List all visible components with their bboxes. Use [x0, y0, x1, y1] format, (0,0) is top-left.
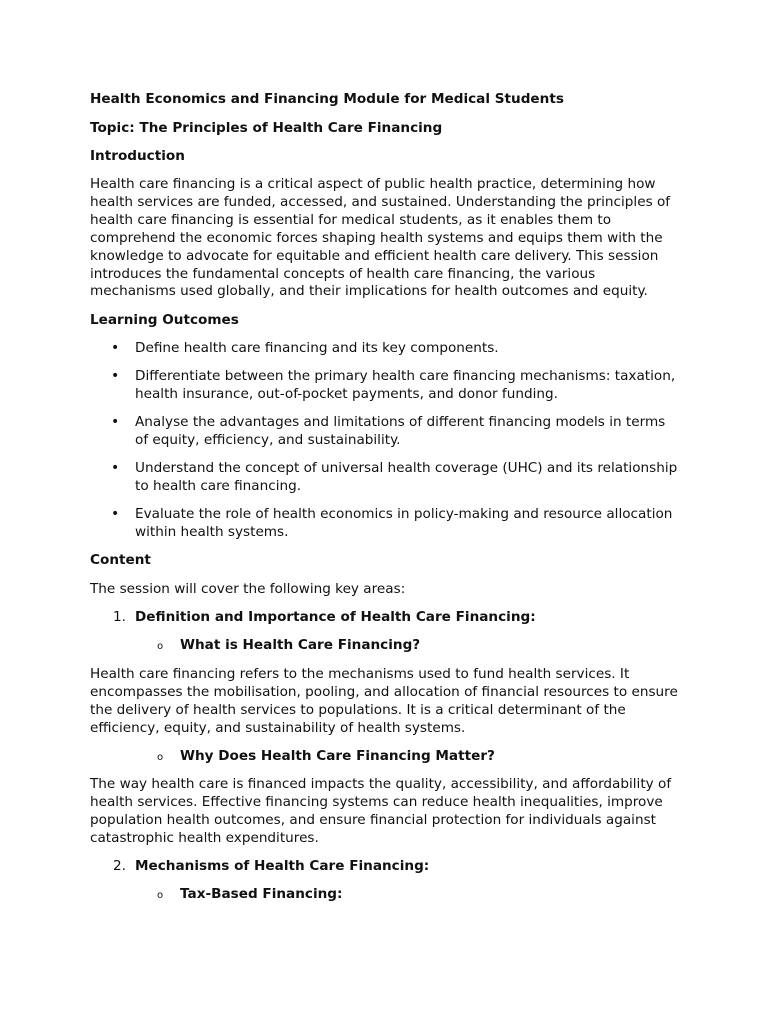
section-heading: Definition and Importance of Health Care Financing:	[135, 609, 536, 625]
outcome-text: Differentiate between the primary health care financing mechanisms: taxation, health insurance, out-of-pocket payments, and donor funding.	[135, 368, 676, 402]
outcome-text: Analyse the advantages and limitations of different financing models in terms of equity, efficiency, and sustainability.	[135, 414, 666, 448]
bullet-icon: •	[111, 460, 120, 476]
subsection-heading: Why Does Health Care Financing Matter?	[180, 748, 495, 764]
outcome-text: Evaluate the role of health economics in policy-making and resource allocation within health systems.	[135, 506, 673, 540]
bullet-icon: •	[111, 368, 120, 384]
section-heading: Mechanisms of Health Care Financing:	[135, 858, 430, 874]
introduction-heading: Introduction	[90, 148, 185, 164]
content-intro: The session will cover the following key areas:	[90, 581, 406, 597]
circle-bullet-icon: o	[157, 890, 164, 901]
circle-bullet-icon: o	[157, 752, 164, 763]
subsection-paragraph: Health care financing refers to the mechanisms used to fund health services. It encompasses the mobilisation, pooling, and allocation of financial resources to ensure the delivery of health services to populations. It is a critical determinant of the efficiency, equity, and sustainability of health systems.	[90, 666, 678, 736]
outcome-text: Understand the concept of universal health coverage (UHC) and its relationship to health care financing.	[135, 460, 678, 494]
subsection-paragraph: The way health care is financed impacts the quality, accessibility, and affordability of health services. Effective financing systems can reduce health inequalities, improve population health outcomes, and ensure financial protection for individuals against catastrophic health expenditures.	[90, 776, 672, 846]
bullet-icon: •	[111, 414, 120, 430]
subsection-heading: Tax-Based Financing:	[180, 886, 343, 902]
document-title: Health Economics and Financing Module for Medical Students	[90, 91, 564, 107]
learning-outcomes-heading: Learning Outcomes	[90, 312, 239, 328]
outcome-text: Define health care financing and its key components.	[135, 340, 499, 356]
content-heading: Content	[90, 552, 151, 568]
introduction-paragraph: Health care financing is a critical aspect of public health practice, determining how health services are funded, accessed, and sustained. Understanding the principles of health care financing is essential for medical students, as it enables them to comprehend the economic forces shaping health systems and equips them with the knowledge to advocate for equitable and efficient health care delivery. This session introduces the fundamental concepts of health care financing, the various mechanisms used globally, and their implications for health outcomes and equity.	[90, 176, 671, 300]
subsection-heading: What is Health Care Financing?	[180, 637, 421, 653]
section-number: 1.	[113, 609, 126, 625]
bullet-icon: •	[111, 340, 120, 356]
circle-bullet-icon: o	[157, 641, 164, 652]
section-number: 2.	[113, 858, 126, 874]
topic-heading: Topic: The Principles of Health Care Financing	[90, 120, 443, 136]
bullet-icon: •	[111, 506, 120, 522]
